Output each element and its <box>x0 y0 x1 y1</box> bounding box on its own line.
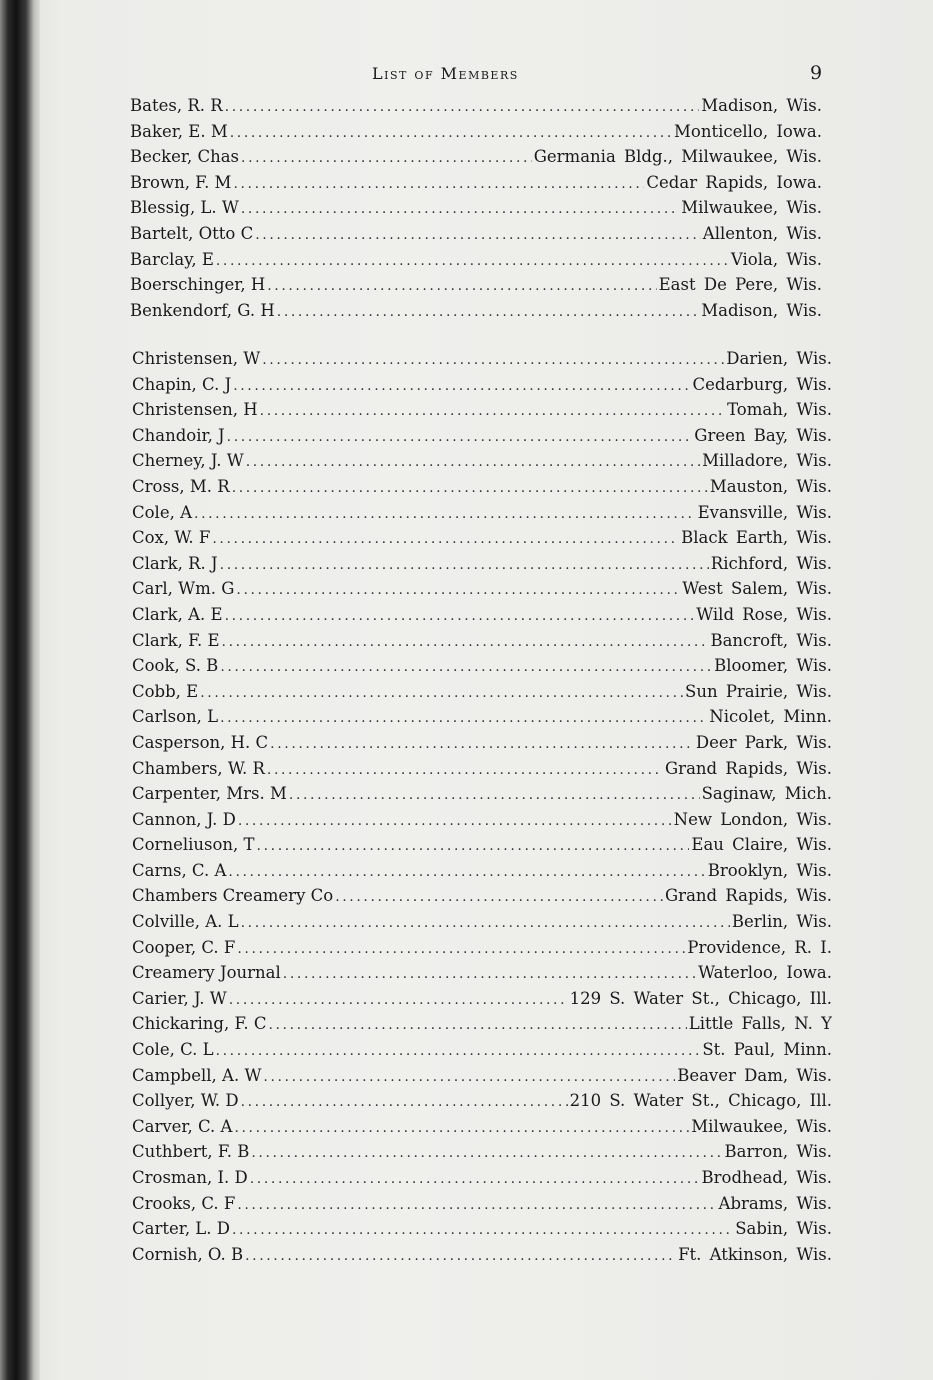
member-location: Grand Rapids, Wis. <box>665 758 832 778</box>
member-location: Ft. Atkinson, Wis. <box>678 1244 832 1264</box>
dot-leader <box>250 1171 700 1187</box>
member-location: Bloomer, Wis. <box>714 656 832 676</box>
dot-leader <box>270 736 694 752</box>
member-location: Germania Bldg., Milwaukee, Wis. <box>533 147 822 167</box>
member-name: Christensen, H <box>132 400 258 420</box>
member-name: Creamery Journal <box>132 963 281 983</box>
member-name: Crosman, I. D <box>132 1168 248 1187</box>
member-location: Cedarburg, Wis. <box>692 374 832 394</box>
member-location: Barron, Wis. <box>724 1142 832 1162</box>
member-name: Boerschinger, H <box>130 275 266 295</box>
member-location: Little Falls, N. Y <box>688 1014 832 1034</box>
dot-leader <box>251 1145 722 1161</box>
page-title: List of Members <box>372 64 519 83</box>
member-name: Carter, L. D <box>132 1219 230 1239</box>
dot-leader <box>232 480 708 496</box>
member-entry <box>132 579 832 605</box>
dot-leader <box>289 787 700 803</box>
member-name: Cox, W. F <box>132 528 211 548</box>
member-name: Cooper, C. F <box>132 937 236 957</box>
member-entry <box>132 938 832 964</box>
member-location: Mauston, Wis. <box>709 476 832 496</box>
dot-leader <box>257 838 690 854</box>
member-location: Darien, Wis. <box>726 349 832 368</box>
dot-leader <box>241 915 730 931</box>
member-entry <box>132 477 832 503</box>
member-name: Carier, J. W <box>132 988 227 1008</box>
member-location: Viola, Wis. <box>730 249 822 269</box>
member-name: Cross, M. R <box>132 476 230 496</box>
page-number: 9 <box>810 62 823 84</box>
member-location: Madison, Wis. <box>701 300 822 320</box>
member-name: Blessig, L. W <box>130 198 239 218</box>
dot-leader <box>262 352 724 368</box>
member-location: Black Earth, Wis. <box>681 528 832 548</box>
member-location: Milladore, Wis. <box>702 451 832 471</box>
member-entry <box>132 1091 832 1117</box>
member-entry <box>132 861 832 887</box>
dot-leader <box>232 1222 733 1238</box>
member-name: Cherney, J. W <box>132 451 244 471</box>
member-name: Carlson, L <box>132 707 219 727</box>
dot-leader <box>200 685 683 701</box>
member-location: Richford, Wis. <box>710 553 832 573</box>
dot-leader <box>267 762 663 778</box>
member-entry <box>132 707 832 733</box>
member-list-section-c <box>132 349 832 1270</box>
member-entry <box>132 349 832 375</box>
member-name: Brown, F. M <box>130 172 232 192</box>
member-entry <box>132 528 832 554</box>
member-entry <box>132 989 832 1015</box>
member-location: Brooklyn, Wis. <box>707 860 832 880</box>
dot-leader <box>335 889 663 905</box>
member-location: Abrams, Wis. <box>718 1193 832 1213</box>
member-location: Brodhead, Wis. <box>701 1168 832 1187</box>
member-entry <box>132 631 832 657</box>
member-name: Cole, C. L <box>132 1040 214 1060</box>
running-head <box>0 64 933 88</box>
member-entry <box>132 1194 832 1220</box>
member-location: Saginaw, Mich. <box>701 784 832 804</box>
member-entry <box>132 1117 832 1143</box>
member-location: Providence, R. I. <box>687 937 832 957</box>
dot-leader <box>216 1043 701 1059</box>
member-entry <box>132 656 832 682</box>
member-name: Cuthbert, F. B <box>132 1142 250 1162</box>
dot-leader <box>216 253 729 269</box>
dot-leader <box>241 1094 568 1110</box>
dot-leader <box>220 659 712 675</box>
member-name: Carns, C. A <box>132 860 227 880</box>
member-name: Colville, A. L <box>132 912 239 932</box>
member-entry <box>132 400 832 426</box>
member-entry <box>130 301 822 327</box>
dot-leader <box>212 531 679 547</box>
dot-leader <box>283 966 696 982</box>
member-entry <box>130 147 822 173</box>
dot-leader <box>241 201 679 217</box>
dot-leader <box>227 429 693 445</box>
member-entry <box>132 1142 832 1168</box>
member-location: St. Paul, Minn. <box>702 1040 832 1060</box>
member-name: Cornish, O. B <box>132 1244 244 1264</box>
dot-leader <box>241 150 532 166</box>
book-binding-edge <box>0 0 40 1380</box>
member-entry <box>132 1168 832 1194</box>
member-location: Eau Claire, Wis. <box>691 835 832 855</box>
member-location: West Salem, Wis. <box>682 579 832 599</box>
dot-leader <box>237 941 685 957</box>
member-location: Deer Park, Wis. <box>695 732 832 752</box>
member-entry <box>132 886 832 912</box>
member-location: Evansville, Wis. <box>697 502 832 522</box>
member-location: 210 S. Water St., Chicago, Ill. <box>569 1091 832 1111</box>
member-location: New London, Wis. <box>673 809 832 829</box>
member-location: Berlin, Wis. <box>731 912 832 932</box>
member-entry <box>130 173 822 199</box>
member-entry <box>132 503 832 529</box>
member-name: Clark, A. E <box>132 604 223 624</box>
dot-leader <box>234 1120 689 1136</box>
dot-leader <box>268 1017 686 1033</box>
member-entry <box>132 682 832 708</box>
dot-leader <box>225 99 700 115</box>
member-location: Sun Prairie, Wis. <box>685 681 832 701</box>
dot-leader <box>233 378 690 394</box>
dot-leader <box>237 1197 716 1213</box>
member-entry <box>130 250 822 276</box>
member-name: Cook, S. B <box>132 656 219 676</box>
member-name: Baker, E. M <box>130 121 228 141</box>
member-location: Madison, Wis. <box>701 96 822 115</box>
member-name: Crooks, C. F <box>132 1193 236 1213</box>
dot-leader <box>255 227 701 243</box>
dot-leader <box>229 992 568 1008</box>
member-name: Campbell, A. W <box>132 1065 262 1085</box>
dot-leader <box>267 278 656 294</box>
dot-leader <box>260 403 725 419</box>
dot-leader <box>233 176 644 192</box>
member-entry <box>132 784 832 810</box>
dot-leader <box>220 710 707 726</box>
member-entry <box>132 1245 832 1271</box>
member-location: 129 S. Water St., Chicago, Ill. <box>569 988 832 1008</box>
member-location: Beaver Dam, Wis. <box>677 1065 832 1085</box>
member-name: Barclay, E <box>130 249 214 269</box>
dot-leader <box>194 506 696 522</box>
member-entry <box>132 426 832 452</box>
dot-leader <box>246 454 700 470</box>
member-entry <box>130 96 822 122</box>
member-location: Nicolet, Minn. <box>709 707 832 727</box>
member-entry <box>132 912 832 938</box>
member-entry <box>132 554 832 580</box>
member-location: Milwaukee, Wis. <box>691 1116 832 1136</box>
member-entry <box>132 375 832 401</box>
member-location: Wild Rose, Wis. <box>696 604 832 624</box>
member-entry <box>132 733 832 759</box>
member-entry <box>132 835 832 861</box>
member-entry <box>130 224 822 250</box>
member-entry <box>132 759 832 785</box>
member-name: Collyer, W. D <box>132 1091 239 1111</box>
dot-leader <box>225 608 695 624</box>
dot-leader <box>277 304 699 320</box>
member-location: Milwaukee, Wis. <box>681 198 822 218</box>
dot-leader <box>220 557 709 573</box>
member-name: Cobb, E <box>132 681 199 701</box>
member-entry <box>130 275 822 301</box>
member-location: East De Pere, Wis. <box>658 275 822 295</box>
member-location: Bancroft, Wis. <box>710 630 832 650</box>
member-entry <box>132 605 832 631</box>
member-entry <box>130 198 822 224</box>
member-name: Carpenter, Mrs. M <box>132 784 287 804</box>
member-entry <box>132 810 832 836</box>
member-location: Green Bay, Wis. <box>694 425 832 445</box>
member-name: Christensen, W <box>132 349 261 368</box>
member-location: Cedar Rapids, Iowa. <box>646 172 822 192</box>
member-name: Carver, C. A <box>132 1116 233 1136</box>
member-name: Becker, Chas <box>130 147 240 167</box>
member-name: Chambers Creamery Co <box>132 886 334 906</box>
member-entry <box>132 1040 832 1066</box>
member-name: Corneliuson, T <box>132 835 255 855</box>
member-name: Chapin, C. J <box>132 374 232 394</box>
dot-leader <box>230 125 672 141</box>
dot-leader <box>222 634 709 650</box>
dot-leader <box>245 1248 676 1264</box>
member-name: Chambers, W. R <box>132 758 265 778</box>
member-location: Grand Rapids, Wis. <box>665 886 832 906</box>
member-location: Allenton, Wis. <box>702 223 822 243</box>
dot-leader <box>228 864 705 880</box>
member-entry <box>130 122 822 148</box>
member-name: Benkendorf, G. H <box>130 300 275 320</box>
member-list-section-b <box>130 96 822 326</box>
member-name: Bartelt, Otto C <box>130 223 254 243</box>
dot-leader <box>238 813 672 829</box>
member-location: Tomah, Wis. <box>727 400 832 420</box>
dot-leader <box>263 1069 675 1085</box>
member-entry <box>132 1219 832 1245</box>
member-entry <box>132 963 832 989</box>
member-location: Waterloo, Iowa. <box>698 963 832 983</box>
dot-leader <box>236 582 680 598</box>
member-location: Monticello, Iowa. <box>673 121 822 141</box>
member-name: Cole, A <box>132 502 193 522</box>
member-name: Clark, F. E <box>132 630 220 650</box>
member-location: Sabin, Wis. <box>735 1219 832 1239</box>
member-name: Chickaring, F. C <box>132 1014 267 1034</box>
member-entry <box>132 1066 832 1092</box>
member-name: Chandoir, J <box>132 425 225 445</box>
member-entry <box>132 451 832 477</box>
member-name: Clark, R. J <box>132 553 218 573</box>
member-name: Bates, R. R <box>130 96 223 115</box>
member-entry <box>132 1014 832 1040</box>
member-name: Carl, Wm. G <box>132 579 235 599</box>
member-name: Casperson, H. C <box>132 732 269 752</box>
member-name: Cannon, J. D <box>132 809 236 829</box>
